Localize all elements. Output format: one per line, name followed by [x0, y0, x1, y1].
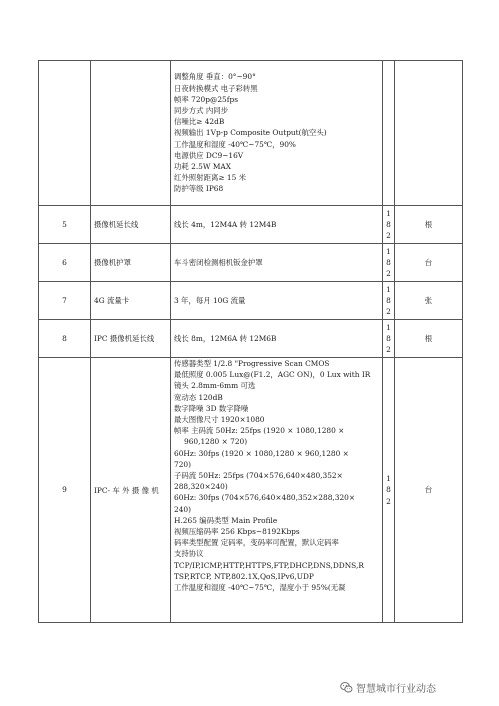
row-number: 6 — [39, 244, 91, 282]
item-quantity — [383, 358, 395, 623]
spec-line: 288,320×240) — [174, 482, 228, 492]
item-quantity — [383, 282, 395, 320]
spec-line: 960,1280 × 720) — [184, 437, 248, 447]
qty-digit: 1 — [386, 246, 391, 256]
qty-digit: 1 — [386, 322, 391, 332]
table-row — [39, 320, 463, 358]
row-number: 8 — [39, 320, 91, 358]
item-name: IPC 摄像机延长线 — [91, 320, 171, 358]
qty-digit: 2 — [386, 496, 391, 506]
qty-digit: 1 — [386, 284, 391, 294]
spec-line: 工作温度和湿度 -40℃~75℃，90% — [174, 139, 296, 149]
watermark-text: 智慧城市行业动态 — [356, 684, 436, 695]
qty-digit: 1 — [386, 474, 391, 484]
row-number: 5 — [39, 206, 91, 244]
item-description: 线长 4m，12M4A 转 12M4B — [171, 206, 383, 244]
top-spec-cell — [171, 61, 383, 206]
item-name: 摄像机延长线 — [91, 206, 171, 244]
spec-line: 视频压缩码率 256 Kbps~8192Kbps — [174, 527, 300, 537]
qty-digit: 8 — [386, 295, 391, 305]
spec-line: 最大图像尺寸 1920×1080 — [174, 415, 265, 425]
spec-line: 日夜转换模式 电子彩转黑 — [174, 83, 258, 93]
spec-line: 调整角度 垂直：0°~90° — [174, 72, 256, 82]
item-name: IPC- 车 外 摄 像 机 — [91, 358, 171, 623]
item-unit: 根 — [395, 206, 463, 244]
spec-line: 工作温度和湿度 -40℃~75℃，湿度小于 95%(无凝 — [174, 583, 346, 593]
table-row — [39, 282, 463, 320]
item-quantity — [383, 244, 395, 282]
item-description — [171, 358, 383, 623]
table-row — [39, 244, 463, 282]
spec-line: 同步方式 内同步 — [174, 105, 229, 115]
item-unit: 台 — [395, 358, 463, 623]
table-row — [39, 358, 463, 623]
spec-line: 防护等级 IP68 — [174, 184, 224, 194]
item-unit: 根 — [395, 320, 463, 358]
item-quantity — [383, 320, 395, 358]
spec-line: 码率类型配置 定码率，变码率可配置，默认定码率 — [174, 538, 339, 548]
cell-empty-no — [39, 61, 91, 206]
spec-line: 240) — [174, 504, 191, 514]
qty-digit: 8 — [386, 333, 391, 343]
spec-line: 最低照度 0.005 Lux@(F1.2，AGC ON)，0 Lux with IR — [174, 370, 371, 380]
spec-line: 子码流 50Hz: 25fps (704×576,640×480,352× — [174, 471, 343, 481]
row-number: 7 — [39, 282, 91, 320]
spec-line: TSP,RTCP, NTP,802.1X,QoS,IPv6,UDP — [174, 571, 314, 581]
spec-line: H.265 编码类型 Main Profile — [174, 515, 278, 525]
qty-digit: 8 — [386, 219, 391, 229]
item-quantity — [383, 206, 395, 244]
spec-line: TCP/IP,ICMP,HTTP,HTTPS,FTP,DHCP,DNS,DDNS,R — [174, 560, 364, 570]
spec-line: 帧率 720p@25fps — [174, 94, 239, 104]
spec-line: 红外照射距离≥ 15 米 — [174, 173, 247, 183]
qty-digit: 8 — [386, 257, 391, 267]
spec-line: 60Hz: 30fps (1920 × 1080,1280 × 960,1280 × — [174, 448, 349, 458]
cell-empty-qty — [383, 61, 395, 206]
table-row-top — [39, 61, 463, 206]
qty-digit: 2 — [386, 307, 391, 317]
spec-line: 功耗 2.5W MAX — [174, 162, 231, 171]
qty-digit: 1 — [386, 208, 391, 218]
item-unit: 台 — [395, 244, 463, 282]
spec-line: 宽动态 120dB — [174, 392, 223, 402]
spec-line: 电源供应 DC9~16V — [174, 150, 244, 160]
qty-digit: 2 — [386, 231, 391, 241]
spec-table — [38, 60, 463, 623]
cell-empty-name — [91, 61, 171, 206]
table-row — [39, 206, 463, 244]
item-description: 线长 8m，12M6A 转 12M6B — [171, 320, 383, 358]
item-name: 4G 流量卡 — [91, 282, 171, 320]
spec-line: 720) — [174, 459, 191, 469]
qty-digit: 8 — [386, 485, 391, 495]
item-description: 3 年，每月 10G 流量 — [171, 282, 383, 320]
spec-line: 镜头 2.8mm-6mm 可选 — [174, 381, 256, 391]
row-number: 9 — [39, 358, 91, 623]
spec-line: 视频输出 1Vp-p Composite Output(航空头) — [174, 128, 327, 138]
item-description: 车斗密闭检测相机钣金护罩 — [171, 244, 383, 282]
spec-line: 支持协议 — [174, 549, 204, 559]
qty-digit: 2 — [386, 269, 391, 279]
spec-line: 传感器类型 1/2.8 "Progressive Scan CMOS — [174, 359, 330, 368]
spec-line: 数字降噪 3D 数字降噪 — [174, 403, 249, 413]
watermark — [340, 680, 436, 695]
spec-line: 信噪比≥ 42dB — [174, 117, 225, 127]
item-name: 摄像机护罩 — [91, 244, 171, 282]
item-unit: 张 — [395, 282, 463, 320]
wechat-logo-icon — [340, 681, 353, 694]
spec-line: 60Hz: 30fps (704×576,640×480,352×288,320× — [174, 493, 356, 503]
cell-empty-unit — [395, 61, 463, 206]
spec-line: 帧率 主码流 50Hz: 25fps (1920 × 1080,1280 × — [174, 426, 345, 436]
qty-digit: 2 — [386, 345, 391, 355]
